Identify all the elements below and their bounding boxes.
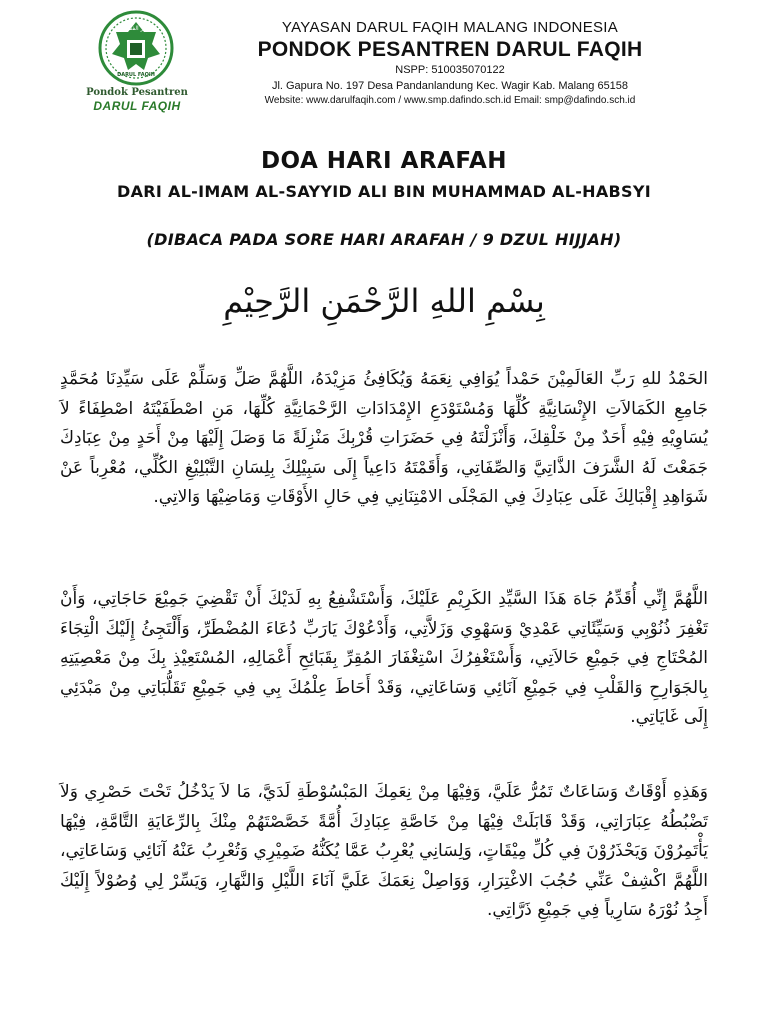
document-reading-note: (DIBACA PADA SORE HARI ARAFAH / 9 DZUL HIJJAH)	[146, 230, 622, 249]
prayer-paragraph-3: وَهَذِهِ أَوْقَاتٌ وَسَاعَاتٌ تَمُرُّ عَلَيَّ، وَفِيْهَا مِنْ نِعَمِكَ المَبْسُوْطَةِ لَدَيَّ، مَا لاَ يَدْخُلُ تَحْتَ حَصْرِي وَلاَ تَضْبُطُهُ عِبَارَاتِي، وَقَدْ قَابَلَتْ فِيْهَا مِنْ خَاصَّةِ عِبَادِكَ أُمَّةً خَصَّصْتَهُمْ مِنْكَ بِالرِّعَايَةِ التَّامَّةِ، فِيْهَا يَأْتَمِرُوْنَ وَيَحْذَرُوْنَ فِي كُلِّ مِيْقَاتٍ، وَلِسَانِي يُعْرِبُ عَمَّا يُكَنُّهُ ضَمِيْرِي وَتُعْرِبُ عَنْهُ آنَائِي وَسَاعَاتِي، اللَّهُمَّ اكْشِفْ عَنِّي حُجُبَ الاغْتِرَارِ، وَوَاصِلْ نِعَمَكَ عَلَيَّ آنَاءَ اللَّيْلِ وَالنَّهَارِ، وَيَسِّرْ لِي وُصُوْلاً إِلَيْكَ أَجِدُ نُوْرَهُ سَارِياً فِي جَمِيْعِ ذَرَّاتِي.	[60, 782, 708, 920]
school-name: PONDOK PESANTREN DARUL FAQIH	[257, 38, 643, 61]
prayer-paragraph-2: اللَّهُمَّ إِنِّي أُقَدِّمُ جَاهَ هَذَا السَّيِّدِ الكَرِيْمِ عَلَيْكَ، وَأَسْتَشْفِعُ بِهِ لَدَيْكَ أَنْ تَقْضِيَ جَمِيْعَ حَاجَاتِي، وَأَنْ تَغْفِرَ ذُنُوْبِي وَسَيِّئَاتِي عَمْدِيْ وَسَهْوِي وَزَلاَّتِي، وَأَدْعُوْكَ يَارَبِّ دُعَاءَ المُضْطَرِّ، وَأَلْتَجِئُ إِلَيْكَ الْتِجَاءَ المُحْتَاجِ فِي جَمِيْعِ حَالاَتِي، وَأَسْتَغْفِرُكَ اسْتِغْفَارَ المُقِرِّ بِقَبَائِحِ أَعْمَالِهِ، المُسْتَعِيْذِ بِكَ مِنْ مَعْصِيَتِهِ بِالجَوَارِحِ وَالقَلْبِ فِي جَمِيْعِ آنَائِي وَسَاعَاتِي، وَقَدْ أَحَاطَ عِلْمُكَ بِي فِي جَمِيْعِ تَقَلُّبَاتِي مِنْ مَبْدَئِي إِلَى غَايَاتِي.	[60, 589, 708, 727]
foundation-name: YAYASAN DARUL FAQIH MALANG INDONESIA	[281, 19, 619, 36]
letterhead	[0, 0, 768, 120]
darul-faqih-emblem-icon	[96, 10, 176, 86]
logo-arabic-text: دار الفقيه	[124, 25, 148, 32]
prayer-paragraph-1: الحَمْدُ للهِ رَبِّ العَالَمِيْنَ حَمْداً يُوَافِي نِعَمَهُ وَيُكَافِئُ مَزِيْدَهُ، اللَّهُمَّ صَلِّ وَسَلِّمْ عَلَى سَيِّدِنَا مُحَمَّدٍ جَامِعِ الكَمَالاَتِ الإِنْسَانِيَّةِ كُلِّهَا وَمُسْتَوْدَعِ الإِمْدَادَاتِ الرَّحْمَانِيَّةِ كُلِّهَا، مَنِ اصْطَفَيْتَهُ اصْطِفَاءً لاَ يُسَاوِيْهِ فِيْهِ أَحَدٌ مِنْ خَلْقِكَ، وَأَنْزَلْتَهُ فِي حَضَرَاتِ قُرْبِكَ مَنْزِلَةً مَا وَصَلَ إِلَيْهَا مِنْ أَحَدٍ مِنْ عِبَادِكَ جَمَعْتَ لَهُ الشَّرَفَ الذَّاتِيَّ وَالصِّفَاتِي، وَأَقَمْتَهُ دَاعِياً إِلَى سَبِيْلِكَ بِلِسَانِ التَّبْلِيْغِ الكُلِّي، مُعْرِباً عَنْ شَوَاهِدِ إِقْبَالِكَ عَلَى عِبَادِكَ فِي المَجْلَى الامْتِنَانِي فِي حَالِ الأَوْقَاتِ وَمَاضِيْهَا وَالاتِي.	[60, 369, 708, 507]
document-subtitle: DARI AL-IMAM AL-SAYYID ALI BIN MUHAMMAD AL-HABSYI	[117, 182, 651, 201]
logo-caption-line2: DARUL FAQIH	[93, 99, 181, 113]
school-logo	[78, 10, 196, 114]
document-title: DOA HARI ARAFAH	[260, 148, 508, 174]
logo-seal-text: DARUL FAQIH	[117, 72, 155, 78]
school-address: Jl. Gapura No. 197 Desa Pandanlandung Kec. Wagir Kab. Malang 65158	[271, 80, 629, 92]
nspp-number: NSPP: 510035070122	[395, 64, 505, 76]
logo-caption-line1: Pondok Pesantren	[86, 87, 188, 98]
basmalah: بِسْمِ اللهِ الرَّحْمَنِ الرَّحِيْمِ	[223, 282, 545, 320]
school-website-email: Website: www.darulfaqih.com / www.smp.dafindo.sch.id Email: smp@dafindo.sch.id	[264, 95, 636, 106]
